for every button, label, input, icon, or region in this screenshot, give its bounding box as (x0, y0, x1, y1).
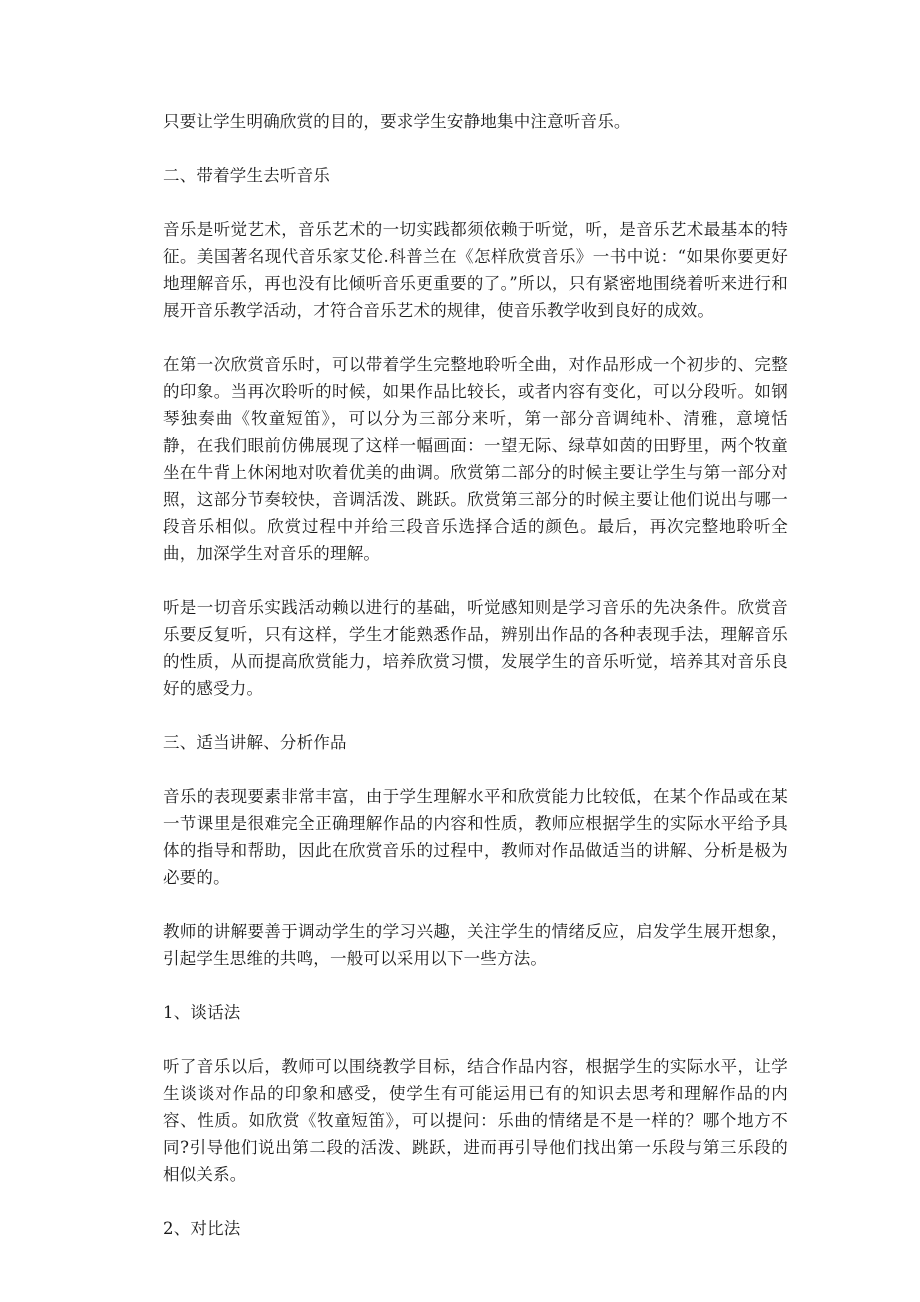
paragraph-listening-foundation: 听是一切音乐实践活动赖以进行的基础，听觉感知则是学习音乐的先决条件。欣赏音乐要反复听，只有这样，学生才能熟悉作品，辨别出作品的各种表现手法，理解音乐的性质，从而提高欣赏能力，培养欣赏习惯，发展学生的音乐听觉，培养其对音乐良好的感受力。 (163, 598, 788, 698)
subheading-comparison-method: 2、对比法 (163, 1219, 241, 1238)
subheading-conversation-method: 1、谈话法 (163, 1003, 241, 1022)
paragraph-intro: 只要让学生明确欣赏的目的，要求学生安静地集中注意听音乐。 (163, 112, 631, 131)
paragraph-first-listen: 在第一次欣赏音乐时，可以带着学生完整地聆听全曲，对作品形成一个初步的、完整的印象。当再次聆听的时候，如果作品比较长，或者内容有变化，可以分段听。如钢琴独奏曲《牧童短笛》，可以分为三部分来听，第一部分音调纯朴、清雅，意境恬静，在我们眼前仿佛展现了这样一幅画面：一望无际、绿草如茵的田野里，两个牧童坐在牛背上休闲地对吹着优美的曲调。欣赏第二部分的时候主要让学生与第一部分对照，这部分节奏较快，音调活泼、跳跃。欣赏第三部分的时候主要让他们说出与哪一段音乐相似。欣赏过程中并给三段音乐选择合适的颜色。最后，再次完整地聆听全曲，加深学生对音乐的理解。 (163, 355, 788, 563)
section-heading-3: 三、适当讲解、分析作品 (163, 733, 347, 752)
paragraph-teacher-explanation: 教师的讲解要善于调动学生的学习兴趣，关注学生的情绪反应，启发学生展开想象，引起学生思维的共鸣，一般可以采用以下一些方法。 (163, 922, 788, 968)
document-page (163, 108, 788, 1269)
section-heading-2: 二、带着学生去听音乐 (163, 166, 330, 185)
paragraph-expression-elements: 音乐的表现要素非常丰富，由于学生理解水平和欣赏能力比较低，在某个作品或在某一节课里是很难完全正确理解作品的内容和性质，教师应根据学生的实际水平给予具体的指导和帮助，因此在欣赏音乐的过程中，教师对作品做适当的讲解、分析是极为必要的。 (163, 787, 788, 887)
paragraph-conversation-method: 听了音乐以后，教师可以围绕教学目标，结合作品内容，根据学生的实际水平，让学生谈谈对作品的印象和感受，使学生有可能运用已有的知识去思考和理解作品的内容、性质。如欣赏《牧童短笛》，可以提问：乐曲的情绪是不是一样的？哪个地方不同?引导他们说出第二段的活泼、跳跃，进而再引导他们找出第一乐段与第三乐段的相似关系。 (163, 1057, 788, 1184)
paragraph-listening-art: 音乐是听觉艺术，音乐艺术的一切实践都须依赖于听觉，听，是音乐艺术最基本的特征。美国著名现代音乐家艾伦.科普兰在《怎样欣赏音乐》一书中说：“如果你要更好地理解音乐，再也没有比倾听音乐更重要的了。”所以，只有紧密地围绕着听来进行和展开音乐教学活动，才符合音乐艺术的规律，使音乐教学收到良好的成效。 (163, 220, 788, 320)
